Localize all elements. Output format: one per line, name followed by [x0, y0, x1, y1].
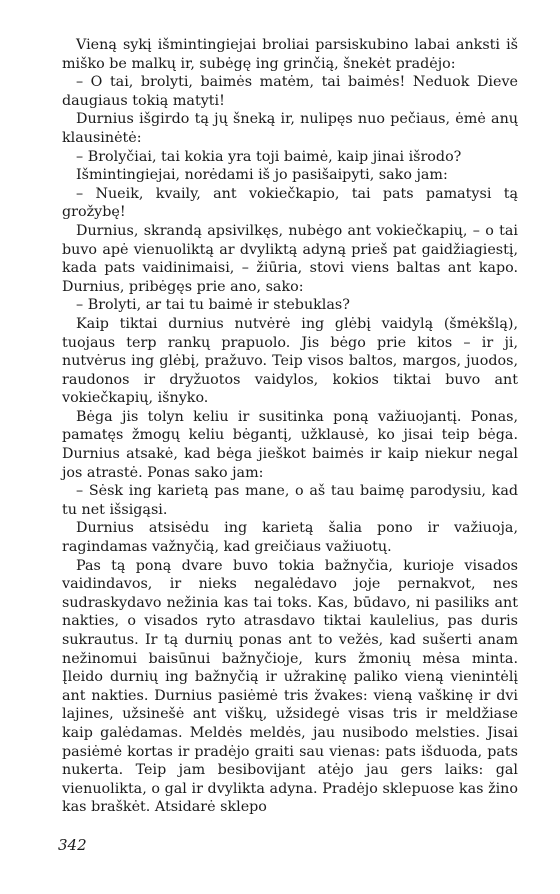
paragraph: Išmintingiejai, norėdami iš jo pasišaipyti, sako jam:	[76, 167, 448, 184]
paragraph: Kaip tiktai durnius nutvėrė ing glėbį vaidylą (šmėkšlą), tuojaus terp rankų prapuolo. Jis bėgo prie kitos – ir ji, nutvėrus ing glėbį, pražuvo. Teip visos baltos, margos, juodos, raudonos ir dryžuotos vaidylos, kokios tiktai buvo ant vokiečkapių, išnyko.	[62, 315, 518, 407]
body-text	[62, 36, 518, 817]
paragraph: – O tai, brolyti, baimės matėm, tai baimės! Neduok Dieve daugiaus tokią matyti!	[62, 74, 518, 109]
paragraph: Durnius, skrandą apsivilkęs, nubėgo ant vokiečkapių, – o tai buvo apė vienuoliktą ar dvyliktą adyną prieš pat gaidžiagiestį, kada pats vaidinimaisi, – žiūria, stovi viens baltas ant kapo. Durnius, pribėgęs prie ano, sako:	[62, 222, 518, 295]
paragraph: – Sėsk ing karietą pas mane, o aš tau baimę parodysiu, kad tu net išsigąsi.	[62, 483, 518, 518]
page-number: 342	[58, 836, 87, 854]
paragraph: – Brolyti, ar tai tu baimė ir stebuklas?	[76, 297, 350, 314]
paragraph: – Nueik, kvaily, ant vokiečkapio, tai pats pamatysi tą grožybę!	[62, 185, 518, 221]
paragraph: – Brolyčiai, tai kokia yra toji baimė, kaip jinai išrodo?	[76, 148, 462, 165]
paragraph: Durnius išgirdo tą jų šneką ir, nulipęs nuo pečiaus, ėmė anų klausinėtė:	[62, 111, 518, 146]
paragraph: Durnius atsisėdu ing karietą šalia pono ir važiuoja, ragindamas važnyčią, kad greičiaus važiuotų.	[62, 520, 518, 556]
paragraph: Bėga jis tolyn keliu ir susitinka poną važiuojantį. Ponas, pamatęs žmogų keliu bėgantį, užklausė, ko jisai teip bėga. Durnius atsakė, kad bėga jieškot baimės ir kaip niekur negal jos atrastė. Ponas sako jam:	[62, 408, 518, 481]
paragraph: Vieną sykį išmintingiejai broliai parsiskubino labai anksti iš miško be malkų ir, subėgę ing grinčią, šnekėt pradėjo:	[62, 37, 518, 72]
paragraph: Pas tą poną dvare buvo tokia bažnyčia, kurioje visados vaidindavos, ir nieks negalėdavo joje pernakvot, nes sudraskydavo nežinia kas tai toks. Kas, būdavo, ni pasiliks ant nakties, o visados ryto atrasdavo tiktai kaulelius, pas duris sukrautus. Ir tą durnių ponas ant to vežės, kad sušerti anam nežinomui baisūnui bažnyčioje, kurs žmonių mėsa minta. Įleido durnių ing bažnyčią ir užrakinę paliko vieną vienintėlį ant nakties. Durnius pasiėmė tris žvakes: vieną vaškinę ir dvi lajines, užsinešė ant viškų, užsidegė visas tris ir meldžiase kaip galėdamas. Meldės meldės, jau nusibodo melsties. Jisai pasiėmė kortas ir pradėjo graiti sau vienas: pats išduoda, pats nukerta. Teip jam besibovijant atėjo jau gers laiks: gal vienuolikta, o gal ir dvylikta adyna. Pradėjo sklepuose kas žino kas braškėt. Atsidarė sklepo	[62, 557, 518, 816]
